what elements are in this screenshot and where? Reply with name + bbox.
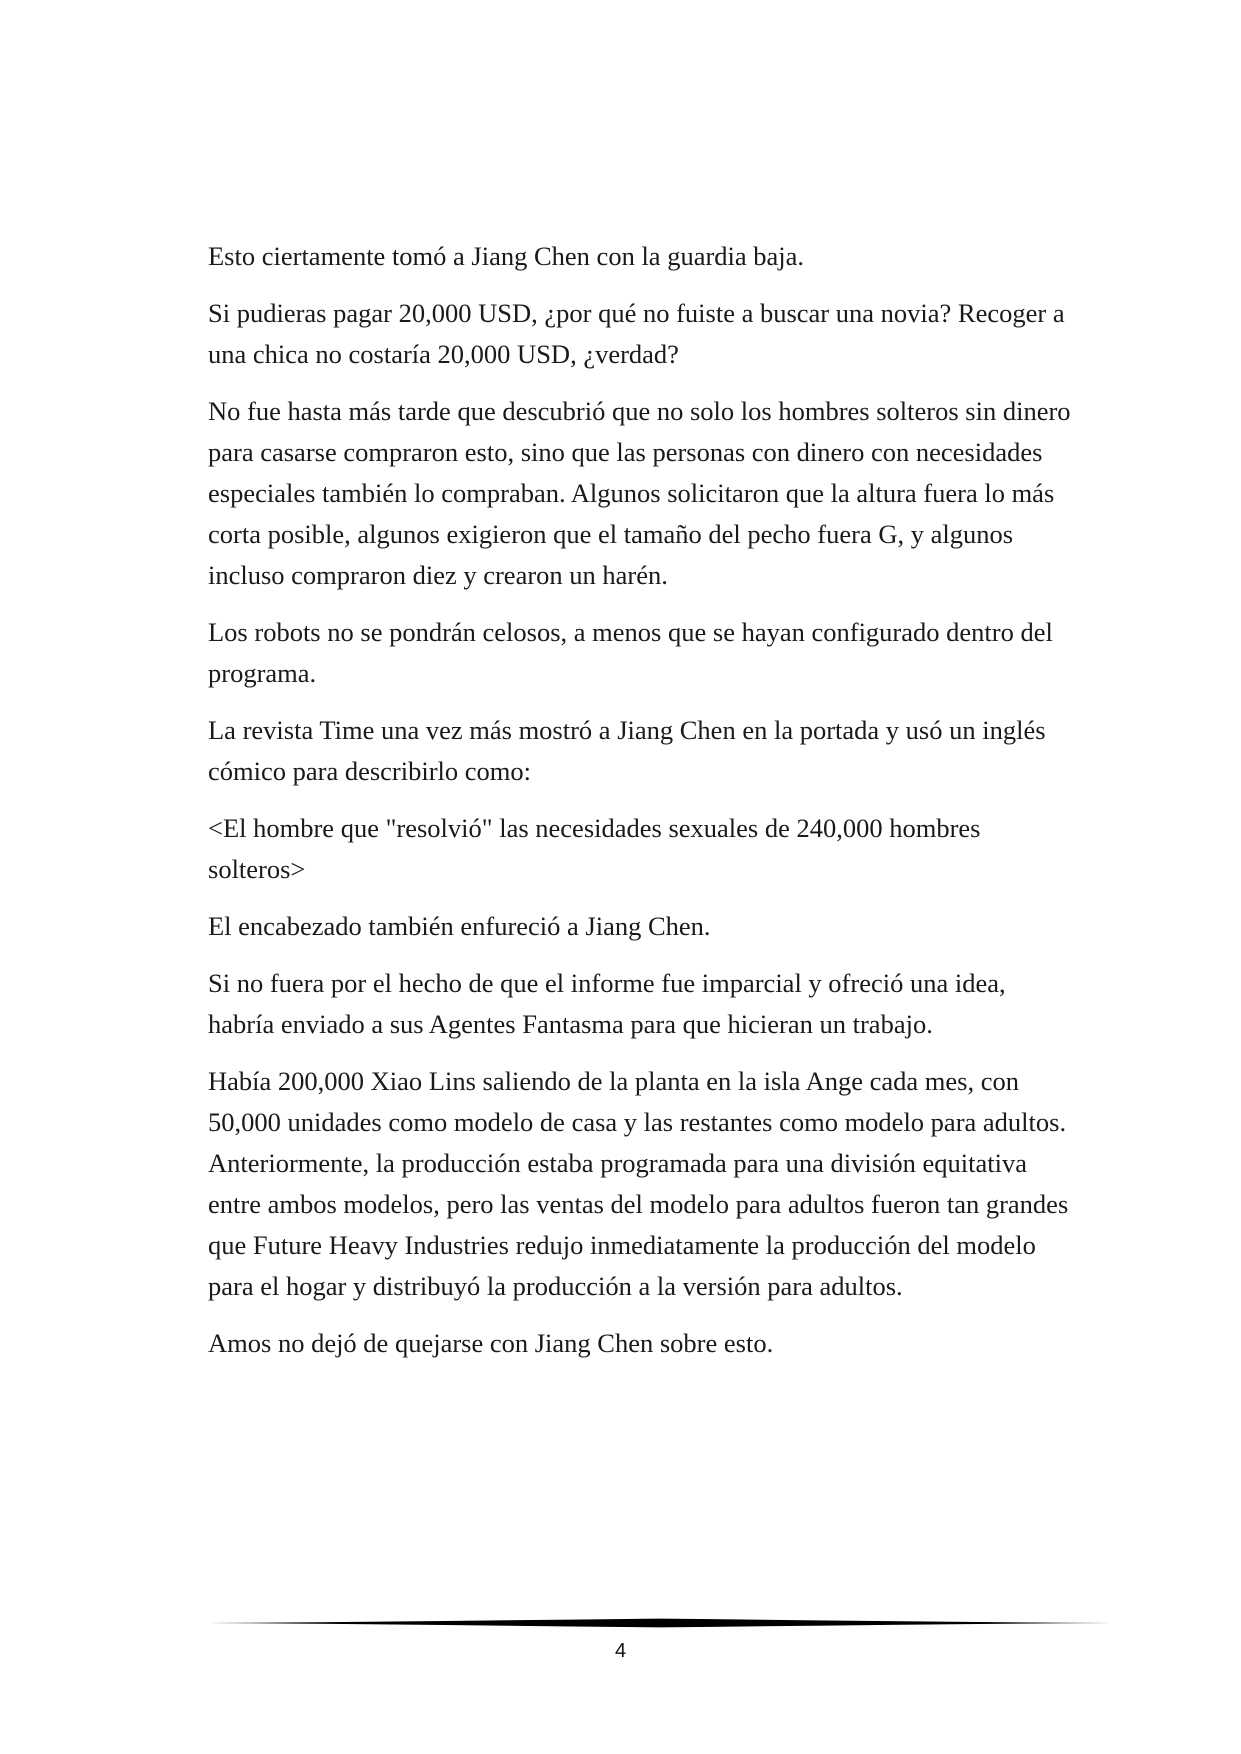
paragraph-1: Esto ciertamente tomó a Jiang Chen con la guardia baja. (208, 241, 805, 271)
paragraph-2: Si pudieras pagar 20,000 USD, ¿por qué no fuiste a buscar una novia? Recoger a una chica no costaría 20,000 USD, ¿verdad? (208, 298, 1065, 369)
page-number: 4 (614, 1640, 627, 1662)
paragraph-9: Había 200,000 Xiao Lins saliendo de la planta en la isla Ange cada mes, con 50,000 unidades como modelo de casa y las restantes como modelo para adultos. Anteriormente, la producción estaba programada para una división equitativa entre ambos modelos, pero las ventas del modelo para adultos fueron tan grandes que Future Heavy Industries redujo inmediatamente la producción del modelo para el hogar y distribuyó la producción a la versión para adultos. (208, 1066, 1069, 1301)
paragraph-3: No fue hasta más tarde que descubrió que no solo los hombres solteros sin dinero para casarse compraron esto, sino que las personas con dinero con necesidades especiales también lo compraban. Algunos solicitaron que la altura fuera lo más corta posible, algunos exigieron que el tamaño del pecho fuera G, y algunos incluso compraron diez y crearon un harén. (208, 396, 1071, 590)
paragraph-5: La revista Time una vez más mostró a Jiang Chen en la portada y usó un inglés cómico para describirlo como: (208, 715, 1046, 786)
paragraph-8: Si no fuera por el hecho de que el informe fue imparcial y ofreció una idea, habría enviado a sus Agentes Fantasma para que hicieran un trabajo. (208, 968, 1006, 1039)
paragraph-6: <El hombre que "resolvió" las necesidades sexuales de 240,000 hombres solteros> (208, 813, 981, 884)
paragraph-7: El encabezado también enfureció a Jiang Chen. (208, 911, 711, 941)
paragraph-10: Amos no dejó de quejarse con Jiang Chen sobre esto. (208, 1328, 774, 1358)
footer-divider (208, 1617, 1112, 1629)
paragraph-4: Los robots no se pondrán celosos, a menos que se hayan configurado dentro del programa. (208, 617, 1053, 688)
page-body (208, 236, 1078, 1380)
